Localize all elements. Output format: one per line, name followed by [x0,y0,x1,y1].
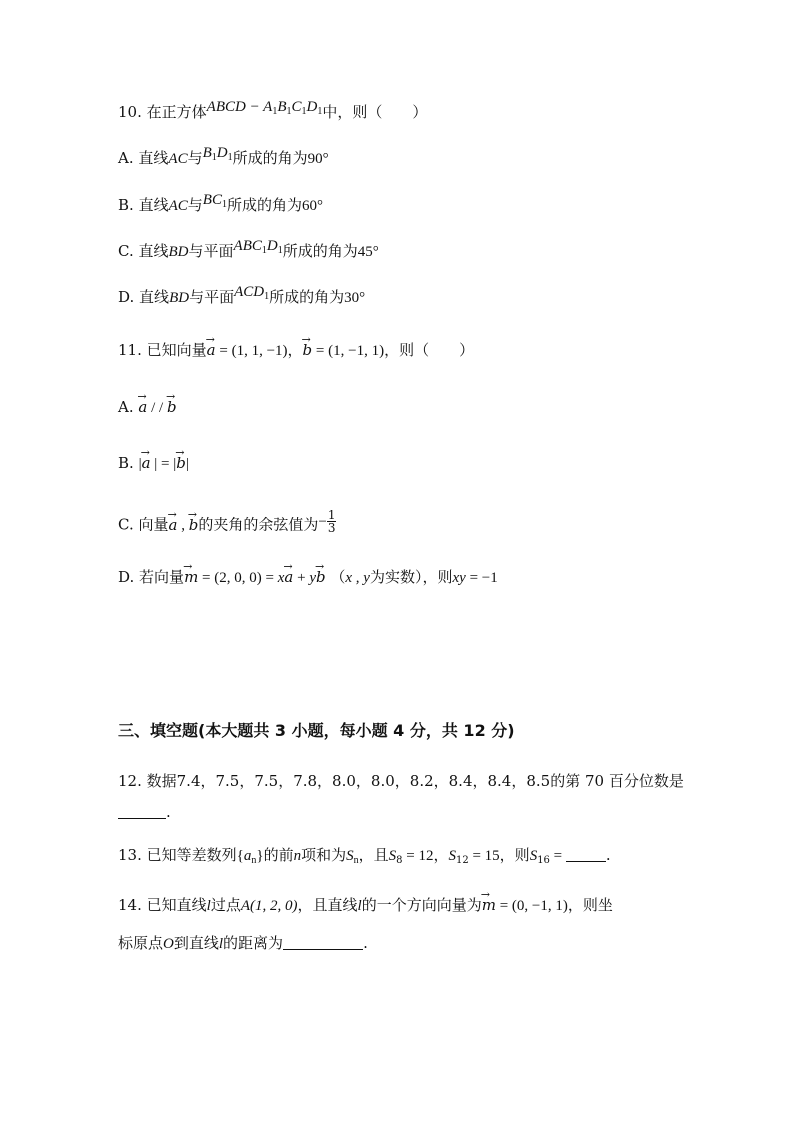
vector-b: → b [303,340,313,360]
question-11-option-a[interactable]: A. → a / / → b [118,397,177,418]
answer-blank[interactable] [118,804,166,819]
question-11-option-d[interactable]: D. 若向量→ m = (2, 0, 0) = x→ a + y→ b （x , y为实数），则xy = −1 [118,567,498,588]
question-10-stem: 10. 在正方体ABCD − $A_1B_1C_1D_1$中，则（ ） [118,99,428,121]
question-number: 11. [118,341,142,359]
vector-a: → a [207,340,216,360]
question-number: 10. [118,103,142,121]
question-number: 12. [118,772,142,790]
answer-blank[interactable] [283,935,363,950]
question-10-option-a[interactable]: A. 直线AC与$B_1D_1$所成的角为90° [118,145,329,167]
question-10-option-d[interactable]: D. 直线BD与平面$ACD_1$所成的角为30° [118,284,366,306]
question-number: 13. [118,846,142,864]
question-14-text-line2: 标原点O到直线l的距离为 . [118,934,368,952]
answer-blank[interactable] [566,847,606,862]
question-11-option-b[interactable]: B. |→ a | = |→ b| [118,453,189,474]
section-heading: 三、填空题(本大题共 3 小题，每小题 4 分，共 12 分) [118,721,515,740]
fraction: $\frac{1}{3}$ [327,508,336,535]
question-14-text: 14. 已知直线l过点A(1, 2, 0)，且直线l的一个方向向量为→ m = (0, −1, 1)，则坐 [118,895,613,916]
cube-name: ABCD − $A_1B_1C_1D_1$ [206,99,323,117]
question-12-answer[interactable]: . [118,802,171,822]
question-11-option-c[interactable]: C. 向量→ a , → b的夹角的余弦值为− $\frac{1}{3}$ [118,513,336,538]
question-11-stem: 11. 已知向量→ a = (1, 1, −1)，→ b = (1, −1, 1)，则（ ） [118,340,474,361]
question-10-option-b[interactable]: B. 直线AC与$BC_1$所成的角为60° [118,192,323,214]
question-10-option-c[interactable]: C. 直线BD与平面$ABC_1D_1$所成的角为45° [118,238,379,260]
question-13-text: 13. 已知等差数列$\{a_n\}$的前n项和为$S_n$，且$S_8 = 12$，$S_{12} = 15$，则$S_{16}$ = . [118,846,611,866]
question-12-text: 12. 数据7.4，7.5，7.5，7.8，8.0，8.0，8.2，8.4，8.4，8.5的第 70 百分位数是 [118,772,684,790]
question-number: 14. [118,896,142,914]
